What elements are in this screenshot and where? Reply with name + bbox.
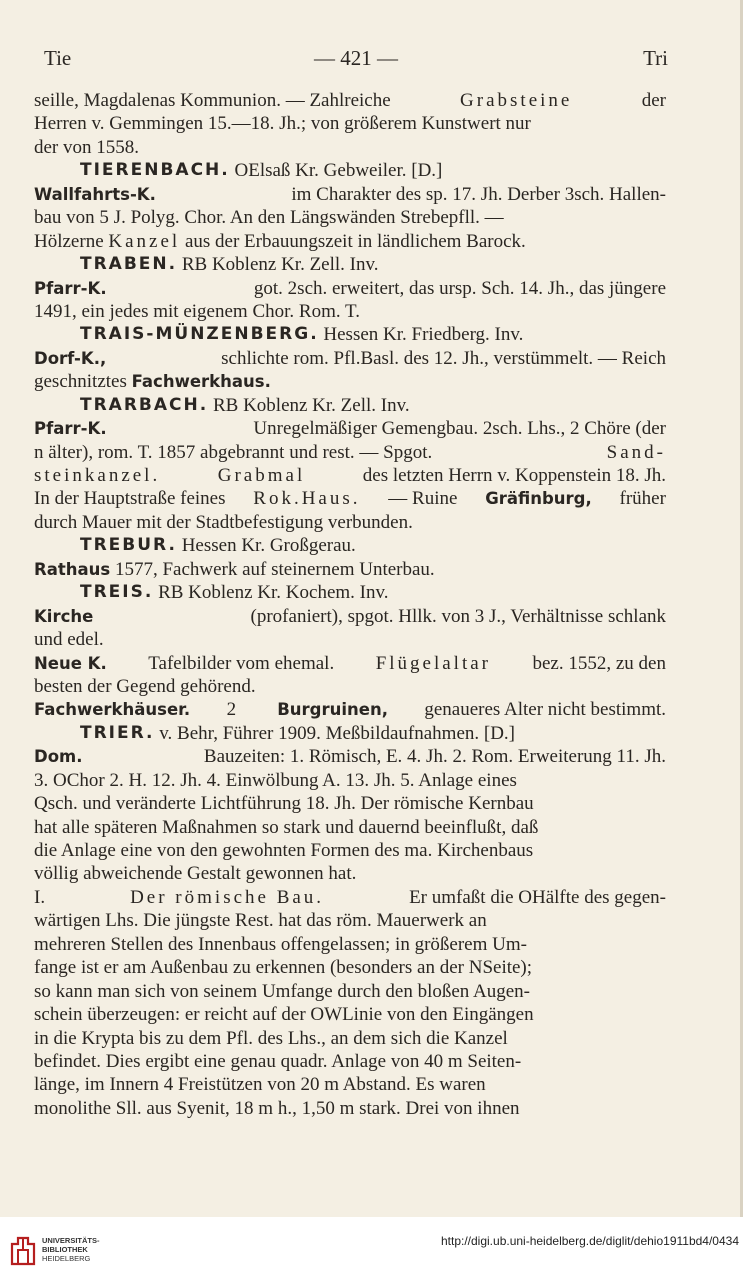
- text-segment: I.: [34, 886, 46, 908]
- text-segment: OElsaß Kr. Gebweiler. [D.]: [229, 160, 443, 182]
- text-segment: länge, im Innern 4 Freistützen von 20 m Abstand. Es waren: [34, 1074, 486, 1096]
- text-line: [34, 816, 666, 839]
- text-line: [34, 159, 666, 182]
- text-segment: Hölzerne: [34, 230, 109, 252]
- text-segment: geschnitztes: [34, 371, 132, 393]
- place-heading: TRARBACH.: [80, 394, 209, 415]
- text-segment: besten der Gegend gehörend.: [34, 675, 256, 697]
- source-url-link[interactable]: http://digi.ub.uni-heidelberg.de/diglit/dehio1911bd4/0434: [440, 1234, 739, 1248]
- text-line: [34, 136, 666, 159]
- header-left-keyword: Tie: [44, 46, 72, 70]
- bold-term: Fachwerkhaus.: [131, 372, 271, 392]
- text-segment: Grabsteine: [460, 90, 573, 111]
- text-segment: Bauzeiten: 1. Römisch, E. 4. Jh. 2. Rom. Erweiterung 11. Jh.: [203, 746, 666, 768]
- text-line: [34, 347, 666, 370]
- text-line: [34, 722, 666, 745]
- text-line: [34, 1027, 666, 1050]
- text-line: [34, 652, 666, 675]
- text-line: [34, 464, 666, 487]
- text-segment: 3. OChor 2. H. 12. Jh. 4. Einwölbung A. 13. Jh. 5. Anlage eines: [34, 769, 517, 791]
- place-heading: TIERENBACH.: [80, 160, 230, 181]
- text-line: [34, 206, 666, 229]
- text-line: [34, 745, 666, 768]
- text-segment: v. Behr, Führer 1909. Meßbildaufnahmen. [D.]: [154, 722, 516, 744]
- text-segment: Unregelmäßiger Gemengbau. 2sch. Lhs., 2 Chöre (der: [253, 418, 666, 440]
- text-line: [34, 253, 666, 276]
- text-line: [34, 89, 666, 112]
- text-segment: Qsch. und veränderte Lichtführung 18. Jh. Der römische Kernbau: [34, 793, 534, 815]
- text-segment: der von 1558.: [34, 136, 140, 158]
- place-heading: TRAIS-MÜNZENBERG.: [80, 324, 319, 345]
- text-segment: hat alle späteren Maßnahmen so stark und dauernd beeinflußt, daß: [34, 816, 539, 838]
- text-line: [34, 886, 666, 909]
- text-segment: Kanzel: [108, 230, 181, 252]
- text-segment: bau von 5 J. Polyg. Chor. An den Längswänden Strebepfll. —: [34, 207, 504, 229]
- text-segment: n älter), rom. T. 1857 abgebrannt und rest. — Spgot.: [34, 441, 433, 463]
- text-segment: RB Koblenz Kr. Zell. Inv.: [208, 394, 410, 416]
- text-segment: mehreren Stellen des Innenbaus offengelassen; in größerem Um-: [34, 933, 527, 955]
- text-segment: Rok.Haus.: [253, 488, 361, 510]
- text-line: [34, 417, 666, 440]
- bold-term: Gräfinburg,: [485, 489, 592, 509]
- text-segment: schein überzeugen: er reicht auf der OWLinie von den Eingängen: [34, 1004, 534, 1026]
- text-segment: Der römische Bau.: [130, 886, 325, 908]
- text-segment: monolithe Sll. aus Syenit, 18 m h., 1,50 m stark. Drei von ihnen: [34, 1097, 520, 1119]
- text-line: [34, 862, 666, 885]
- text-line: [34, 933, 666, 956]
- bold-term: Pfarr-K.: [34, 419, 107, 439]
- text-segment: der: [641, 90, 666, 111]
- page-body-text: [34, 89, 666, 1120]
- text-segment: Hessen Kr. Großgerau.: [176, 535, 356, 557]
- text-segment: Sand-: [606, 441, 666, 463]
- text-line: [34, 839, 666, 862]
- text-segment: fange ist er am Außenbau zu erkennen (besonders an der NSeite);: [34, 957, 533, 979]
- text-line: [34, 558, 666, 581]
- text-line: [34, 909, 666, 932]
- text-segment: 1577, Fachwerk auf steinernem Unterbau.: [110, 558, 435, 580]
- text-line: [34, 394, 666, 417]
- page-number: — 421 —: [314, 46, 398, 70]
- text-segment: wärtigen Lhs. Die jüngste Rest. hat das röm. Mauerwerk an: [34, 910, 487, 932]
- text-line: [34, 1050, 666, 1073]
- text-segment: aus der Erbauungszeit in ländlichem Barock.: [180, 230, 526, 252]
- digitization-footer: [0, 1224, 747, 1276]
- text-line: [34, 1003, 666, 1026]
- bold-term: Burgruinen,: [277, 700, 388, 720]
- text-segment: schlichte rom. Pfl.Basl. des 12. Jh., verstümmelt. — Reich: [221, 347, 666, 369]
- text-line: [34, 112, 666, 135]
- text-line: [34, 605, 666, 628]
- text-line: [34, 698, 666, 721]
- text-line: [34, 1073, 666, 1096]
- text-segment: RB Koblenz Kr. Kochem. Inv.: [153, 582, 389, 604]
- text-line: [34, 230, 666, 253]
- text-segment: befindet. Dies ergibt eine genau quadr. Anlage von 40 m Seiten-: [34, 1050, 522, 1072]
- text-line: [34, 300, 666, 323]
- text-line: [34, 323, 666, 346]
- text-segment: in die Krypta bis zu dem Pfl. des Lhs., an dem sich die Kanzel: [34, 1027, 508, 1049]
- text-segment: Tafelbilder vom ehemal.: [148, 652, 335, 674]
- library-name: UNIVERSITÄTS- BIBLIOTHEK HEIDELBERG: [42, 1236, 100, 1263]
- text-line: [34, 628, 666, 651]
- place-heading: TRABEN.: [80, 254, 178, 275]
- place-heading: TREBUR.: [80, 535, 177, 556]
- text-segment: die Anlage eine von den gewohnten Formen des ma. Kirchenbaus: [34, 840, 534, 861]
- bold-term: Neue K.: [34, 653, 107, 673]
- text-segment: genaueres Alter nicht bestimmt.: [424, 699, 666, 721]
- text-segment: RB Koblenz Kr. Zell. Inv.: [177, 254, 379, 276]
- text-line: [34, 980, 666, 1003]
- text-line: [34, 581, 666, 604]
- text-segment: und edel.: [34, 629, 104, 651]
- text-segment: durch Mauer mit der Stadtbefestigung verbunden.: [34, 511, 413, 533]
- text-line: [34, 487, 666, 510]
- text-line: [34, 956, 666, 979]
- bold-term: Dorf-K.,: [34, 348, 107, 368]
- text-line: [34, 675, 666, 698]
- bold-term: Fachwerkhäuser.: [34, 700, 191, 720]
- text-segment: seille, Magdalenas Kommunion. — Zahlreiche: [34, 90, 391, 111]
- text-line: [34, 441, 666, 464]
- header-right-keyword: Tri: [643, 46, 668, 70]
- library-logo-icon: [8, 1232, 38, 1268]
- place-heading: TRIER.: [80, 722, 155, 743]
- text-line: [34, 511, 666, 534]
- text-line: [34, 277, 666, 300]
- text-segment: so kann man sich von seinem Umfange durch den bloßen Augen-: [34, 980, 530, 1002]
- text-segment: got. 2sch. erweitert, das ursp. Sch. 14. Jh., das jüngere: [253, 277, 666, 299]
- text-segment: 2: [226, 699, 241, 721]
- bold-term: Wallfahrts-K.: [34, 184, 156, 204]
- text-segment: Hessen Kr. Friedberg. Inv.: [318, 324, 524, 346]
- text-segment: Flügelaltar: [375, 652, 491, 674]
- text-segment: Grabmal: [217, 465, 306, 486]
- running-header: [44, 46, 668, 80]
- text-segment: völlig abweichende Gestalt gewonnen hat.: [34, 863, 357, 885]
- text-segment: Er umfaßt die OHälfte des gegen-: [409, 886, 666, 908]
- bold-term: Dom.: [34, 747, 83, 767]
- text-segment: (profaniert), spgot. Hllk. von 3 J., Verhältnisse schlank: [250, 605, 666, 627]
- text-line: [34, 769, 666, 792]
- text-segment: — Ruine: [383, 488, 463, 510]
- bold-term: Pfarr-K.: [34, 278, 107, 298]
- text-segment: steinkanzel.: [34, 465, 161, 486]
- text-segment: In der Hauptstraße feines: [34, 488, 231, 510]
- text-segment: im Charakter des sp. 17. Jh. Derber 3sch. Hallen-: [291, 183, 666, 205]
- text-segment: bez. 1552, zu den: [532, 652, 666, 674]
- bold-term: Kirche: [34, 606, 94, 626]
- text-line: [34, 792, 666, 815]
- text-segment: Herren v. Gemmingen 15.—18. Jh.; von größerem Kunstwert nur: [34, 113, 531, 135]
- text-segment: des letzten Herrn v. Koppenstein 18. Jh.: [362, 465, 666, 486]
- text-line: [34, 534, 666, 557]
- place-heading: TREIS.: [80, 582, 154, 603]
- text-line: [34, 370, 666, 393]
- text-segment: früher: [614, 488, 666, 510]
- text-line: [34, 183, 666, 206]
- text-line: [34, 1097, 666, 1120]
- bold-term: Rathaus: [34, 559, 111, 579]
- text-segment: 1491, ein jedes mit eigenem Chor. Rom. T.: [34, 300, 360, 322]
